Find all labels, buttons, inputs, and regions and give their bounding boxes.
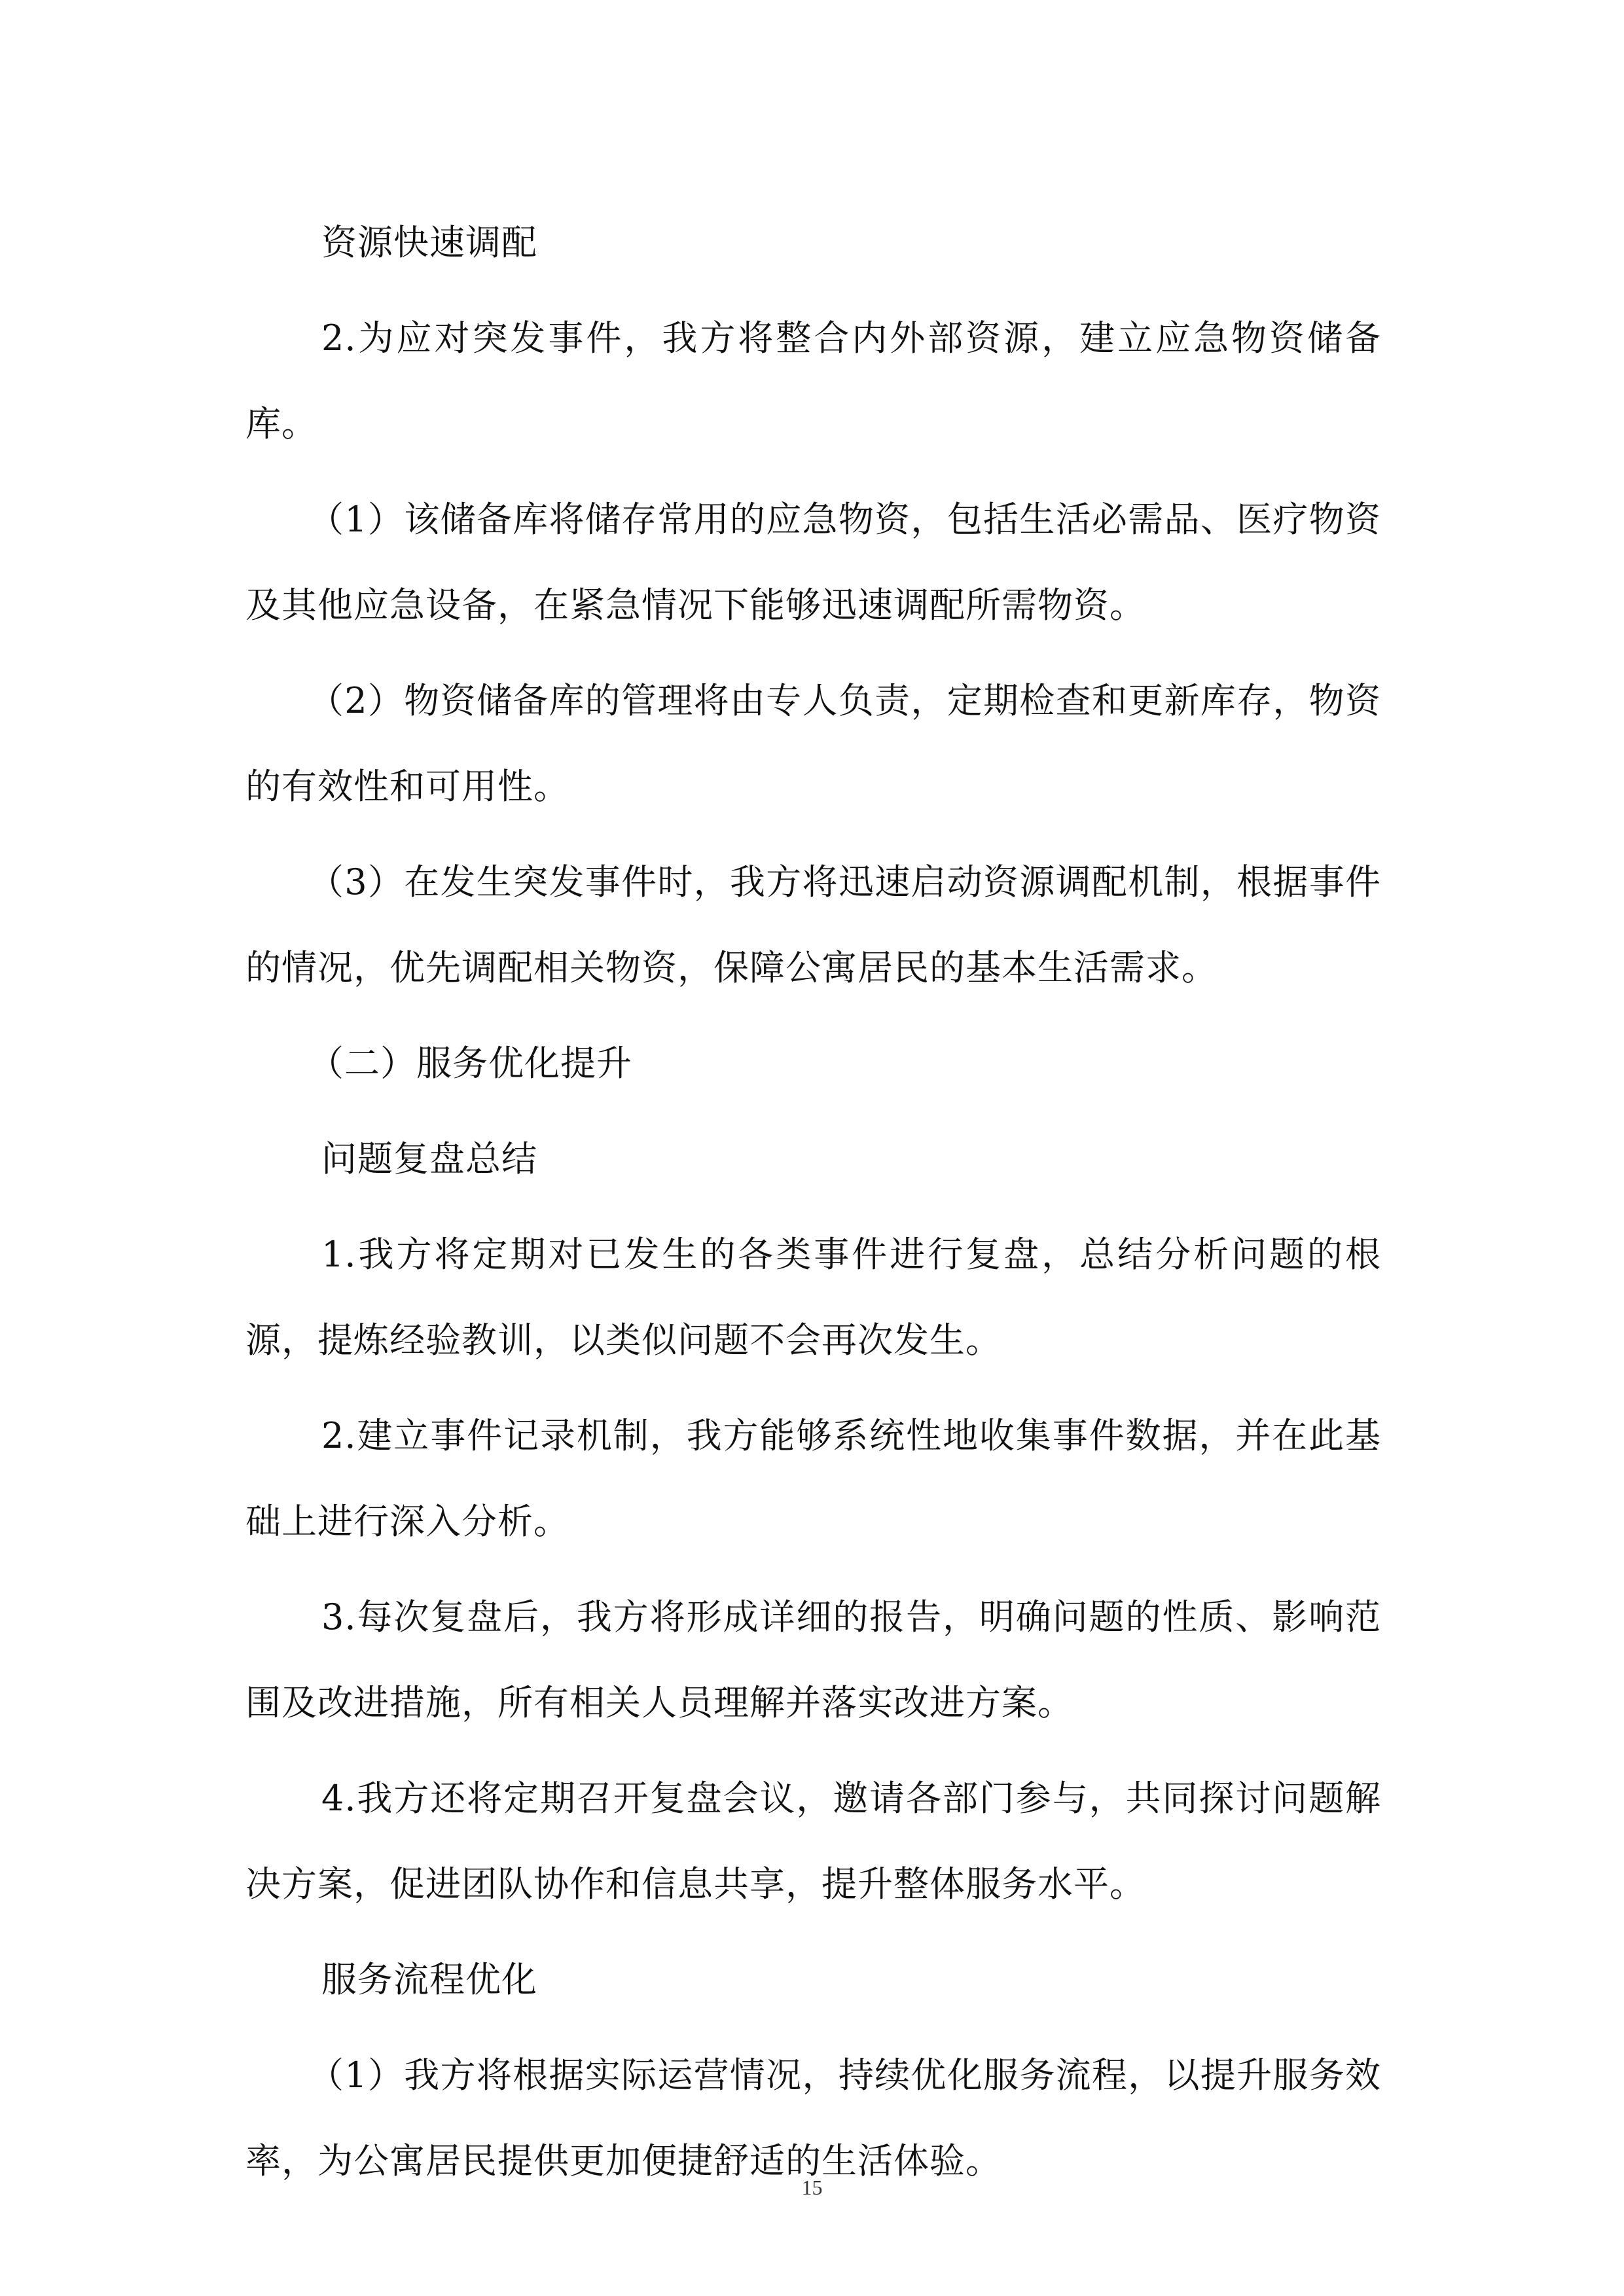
body-text: [245, 200, 1381, 2214]
paragraph-review-item-3: 3.每次复盘后，我方将形成详细的报告，明确问题的性质、影响范围及改进措施，所有相关人员理解并落实改进方案。: [245, 1596, 1381, 1723]
paragraph-review-item-2: 2.建立事件记录机制，我方能够系统性地收集事件数据，并在此基础上进行深入分析。: [245, 1415, 1381, 1542]
paragraph-sub-item-2: （2）物资储备库的管理将由专人负责，定期检查和更新库存，物资的有效性和可用性。: [245, 680, 1381, 807]
subheading-resource-allocation: 资源快速调配: [321, 222, 537, 263]
paragraph-review-item-4: 4.我方还将定期召开复盘会议，邀请各部门参与，共同探讨问题解决方案，促进团队协作和信息共享，提升整体服务水平。: [245, 1778, 1381, 1905]
paragraph-process-item-1: （1）我方将根据实际运营情况，持续优化服务流程，以提升服务效率，为公寓居民提供更加便捷舒适的生活体验。: [245, 2054, 1381, 2181]
subheading-process-optimization: 服务流程优化: [321, 1959, 537, 2000]
page-number: 15: [801, 2176, 823, 2199]
subheading-problem-review: 问题复盘总结: [321, 1138, 537, 1179]
paragraph-sub-item-1: （1）该储备库将储存常用的应急物资，包括生活必需品、医疗物资及其他应急设备，在紧急情况下能够迅速调配所需物资。: [245, 499, 1381, 626]
section-heading-service-optimization: （二）服务优化提升: [308, 1043, 632, 1084]
paragraph-review-item-1: 1.我方将定期对已发生的各类事件进行复盘，总结分析问题的根源，提炼经验教训，以类似问题不会再次发生。: [245, 1234, 1381, 1361]
paragraph-sub-item-3: （3）在发生突发事件时，我方将迅速启动资源调配机制，根据事件的情况，优先调配相关物资，保障公寓居民的基本生活需求。: [245, 861, 1381, 988]
paragraph-item-2: 2.为应对突发事件，我方将整合内外部资源，建立应急物资储备库。: [245, 317, 1381, 444]
